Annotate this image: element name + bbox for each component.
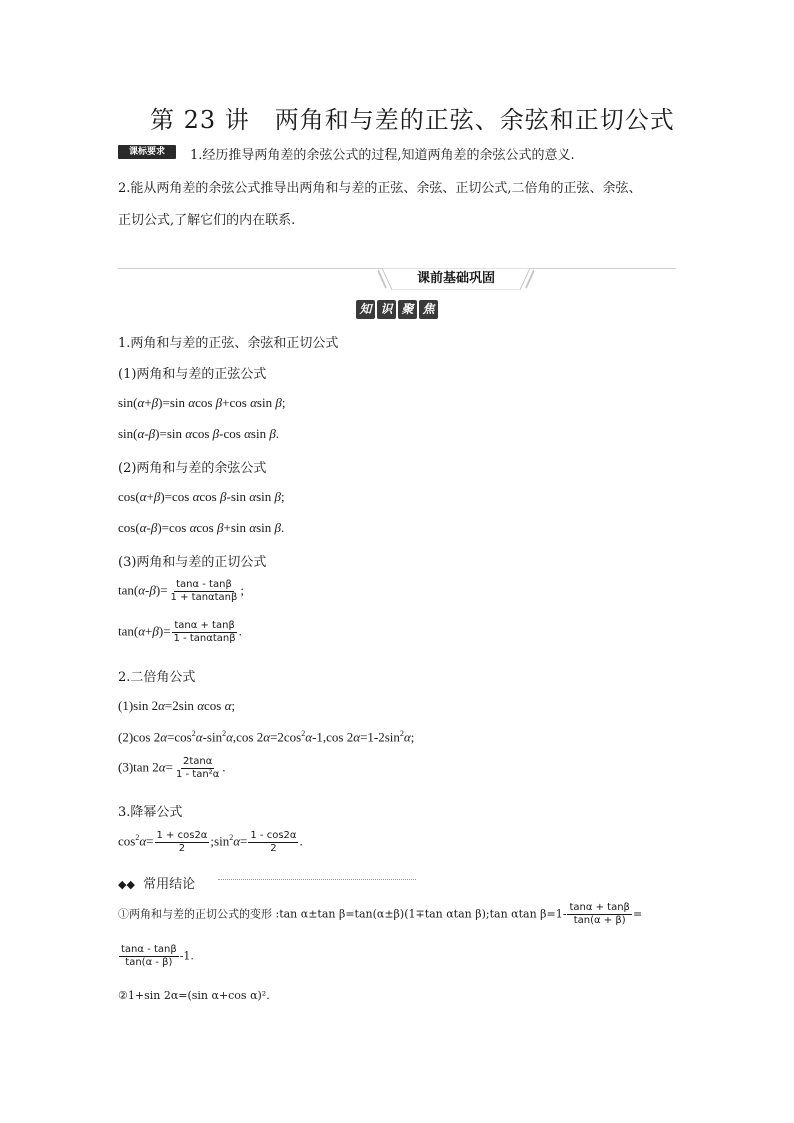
formula-cos-plus: cos(α+β)=cos αcos β-sin αsin β; (118, 489, 285, 504)
fraction (119, 944, 179, 969)
fraction (172, 620, 238, 645)
conclusion-1-continued (118, 944, 194, 969)
section-banner (378, 268, 534, 290)
formula-tan-double: (3)tan 2α= $\frac{2\tan\alpha}{\text{1 - tan²α}}$ . (118, 756, 226, 780)
knowledge-tag-char: 知 (356, 300, 375, 319)
fraction-numerator: tanα - tanβ (176, 579, 232, 590)
fraction-numerator: 1 + cos2α (156, 830, 208, 841)
fraction-denominator: 1 + tanαtanβ (170, 592, 238, 603)
fraction-numerator: tanα - tanβ (121, 944, 177, 955)
fraction-denominator: tan(α + β) (573, 915, 626, 926)
fraction-denominator: 2 (270, 843, 277, 854)
fraction (567, 902, 631, 927)
knowledge-tag-char: 聚 (398, 300, 417, 319)
requirement-line-1: 1.经历推导两角差的余弦公式的过程,知道两角差的余弦公式的意义. (190, 148, 575, 163)
page-title: 第 23 讲 两角和与差的正弦、余弦和正切公式 (150, 106, 675, 134)
fraction-denominator: 2 (178, 843, 186, 854)
knowledge-tag-char: 识 (377, 300, 396, 319)
formula-sin-double: (1)sin 2α=2sin αcos α; (118, 698, 236, 713)
diamond-icon: ◆◆ (118, 878, 135, 891)
heading-2: 2.二倍角公式 (118, 670, 196, 685)
fraction-numerator: 1 - cos2α (250, 830, 297, 841)
heading-3: 3.降幂公式 (118, 805, 183, 820)
formula-power-reduction: $\cos^2\alpha=$ $\frac{1 + \cos 2\alpha}{2}$ $;\sin^2\alpha=$ $\frac{1 - \cos 2\alpha}{2}$ . (118, 830, 303, 854)
conclusion-1-text: ①两角和与差的正切公式的变形 :tan α±tan β=tan(α±β)(1∓tan αtan β);tan αtan β=1- (118, 907, 567, 921)
conclusion-1: ①两角和与差的正切公式的变形 :tan α±tan β=tan(α±β)(1∓tan αtan β);tan αtan β=1- $\frac{\tan\alpha + \tan\beta}{\tan(\alpha + \beta)}$ = (118, 902, 643, 926)
fraction (248, 830, 298, 855)
formula-sin-plus: sin(α+β)=sin αcos β+cos αsin β; (118, 395, 286, 410)
fraction-numerator: tanα + tanβ (569, 902, 630, 913)
conclusions-heading-label: 常用结论 (143, 877, 196, 892)
fraction-denominator: 1 - tanαtanβ (173, 633, 236, 644)
fraction (169, 579, 240, 604)
heading-1-2: (2)两角和与差的余弦公式 (118, 461, 267, 476)
requirement-line-3: 正切公式,了解它们的内在联系. (118, 213, 296, 228)
dotted-rule (218, 879, 416, 880)
fraction-numerator: 2tanα (182, 756, 213, 767)
fraction (174, 756, 221, 781)
conclusion-1-tail: -1. (179, 949, 194, 963)
conclusions-heading (118, 873, 195, 892)
requirements-badge: 课标要求 (118, 145, 176, 159)
fraction-denominator: 1 - tan²α (175, 769, 220, 780)
formula-sin-minus: sin(α-β)=sin αcos β-cos αsin β. (118, 426, 280, 441)
fraction (155, 830, 210, 855)
formula-tan-plus: tan(α+β)= $\frac{\tan\alpha + \tan\beta}{1 - \tan\alpha\tan\beta}$ . (118, 620, 242, 644)
formula-cos-minus: cos(α-β)=cos αcos β+sin αsin β. (118, 520, 285, 535)
fraction-numerator: tanα + tanβ (174, 620, 235, 631)
knowledge-tag-char: 焦 (419, 300, 438, 319)
heading-1-1: (1)两角和与差的正弦公式 (118, 367, 267, 382)
fraction-denominator: tan(α - β) (125, 957, 173, 968)
conclusion-2: ②1+sin 2α=(sin α+cos α)². (118, 989, 270, 1002)
section-banner-label: 课前基础巩固 (416, 271, 495, 286)
heading-1-3: (3)两角和与差的正切公式 (118, 555, 267, 570)
heading-1: 1.两角和与差的正弦、余弦和正切公式 (118, 336, 339, 351)
knowledge-tag (356, 300, 438, 319)
formula-cos-double: (2)cos $2\alpha=\cos^2\alpha-\sin^2\alpha,\cos$ $2\alpha=2\cos^2\alpha-1,\cos$ $2\alpha=1-2\sin^2\alpha$; (118, 729, 415, 745)
formula-tan-minus: tan(α-β)= $\frac{\tan\alpha - \tan\beta}{1 + \tan\alpha\tan\beta}$ ; (118, 579, 245, 603)
requirement-line-2: 2.能从两角差的余弦公式推导出两角和与差的正弦、余弦、正切公式,二倍角的正弦、余弦、 (118, 181, 642, 196)
